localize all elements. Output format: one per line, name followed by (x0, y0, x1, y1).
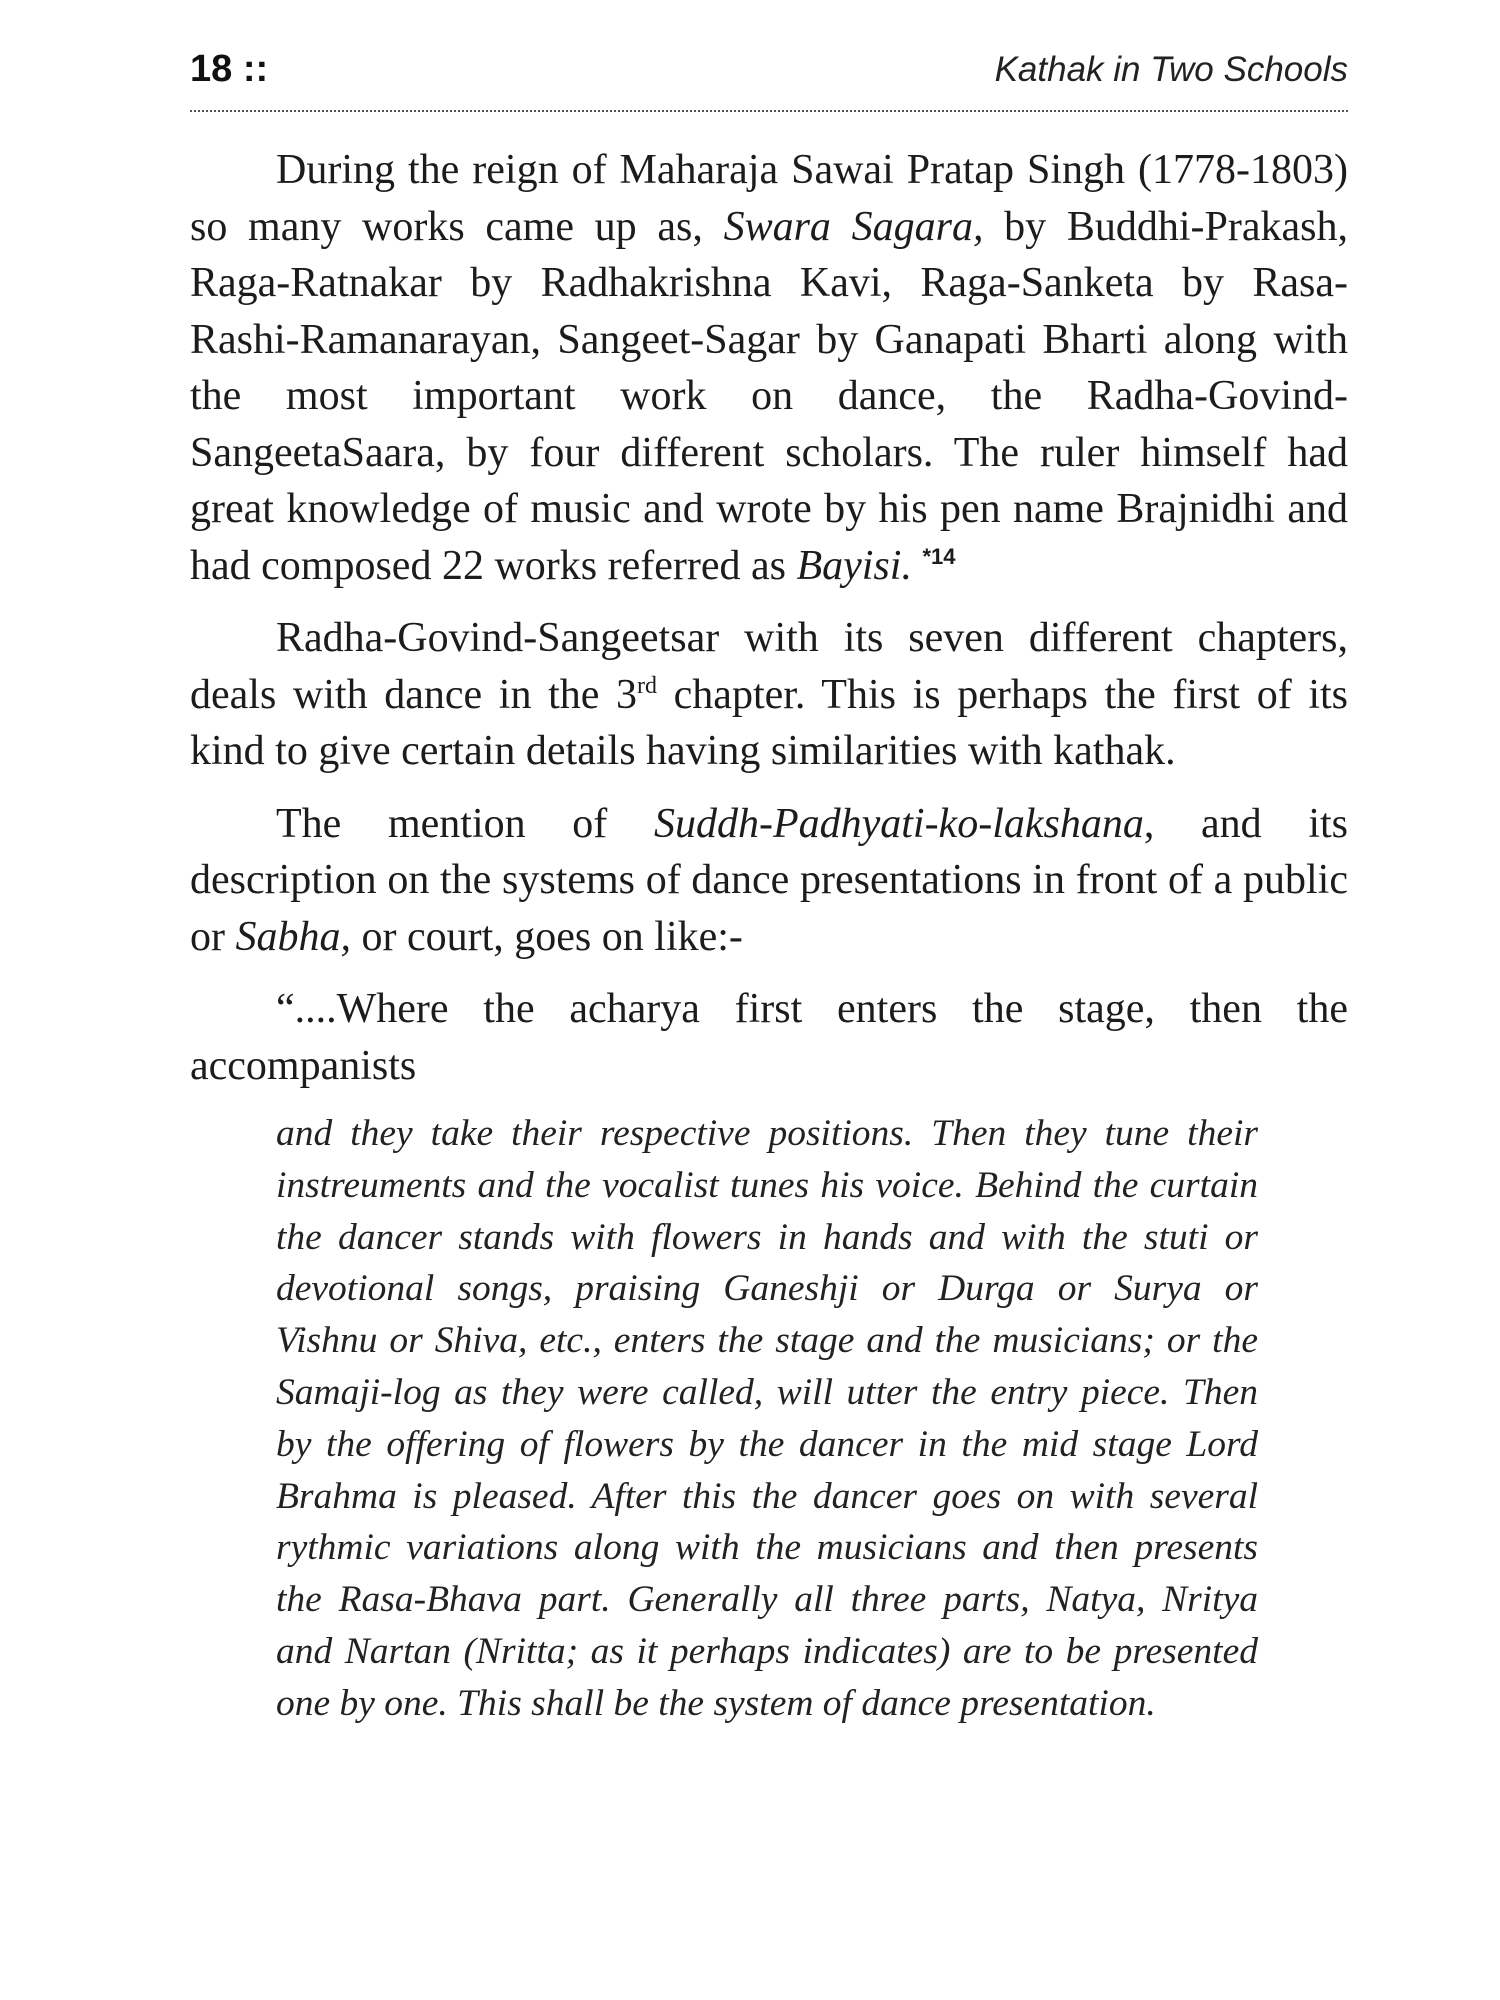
paragraph-reign: During the reign of Maharaja Sawai Pratap Singh (1778-1803) so many works came up as, Swara Sagara, by Buddhi-Prakash, Raga-Ratnakar by Radhakrishna Kavi, Raga-Sanketa by Rasa-Rashi-Ramanarayan, Sangeet-Sagar by Ganapati Bharti along with the most important work on dance, the Radha-Govind-SangeetaSaara, by four different scholars. The ruler himself had great knowledge of music and wrote by his pen name Brajnidhi and had composed 22 works referred as Bayisi. $^{*14}$ (190, 147, 1348, 589)
book-title: Kathak in Two Schools (994, 50, 1348, 89)
paragraph-sangeetsar: Radha-Govind-Sangeetsar with its seven different chapters, deals with dance in the 3rd chapter. This is perhaps the first of its kind to give certain details having similarities with kathak. (190, 615, 1349, 774)
block-quote: and they take their respective positions. Then they tune their instreuments and the vocalist tunes his voice. Behind the curtain the dancer stands with flowers in hands and with the stuti or devotional songs, praising Ganeshji or Durga or Surya or Vishnu or Shiva, etc., enters the stage and the musicians; or the Samaji-log as they were called, will utter the entry piece. Then by the offering of flowers by the dancer in the mid stage Lord Brahma is pleased. After this the dancer goes on with several rythmic variations along with the musicians and then presents the Rasa-Bhava part. Generally all three parts, Natya, Nritya and Nartan (Nritta; as it perhaps indicates) are to be presented one by one. This shall be the system of dance presentation. (276, 1113, 1258, 1724)
page-number: 18 :: (190, 48, 269, 90)
paragraph-quote-intro: “....Where the acharya first enters the stage, then the accompanists (190, 986, 1348, 1089)
running-header (190, 40, 1348, 112)
book-page (190, 40, 1348, 1730)
paragraph-mention: The mention of Suddh-Padhyati-ko-lakshana, and its description on the systems of dance presentations in front of a public or Sabha, or court, goes on like:- (190, 800, 1349, 960)
footnote-marker: *14 (922, 543, 956, 569)
